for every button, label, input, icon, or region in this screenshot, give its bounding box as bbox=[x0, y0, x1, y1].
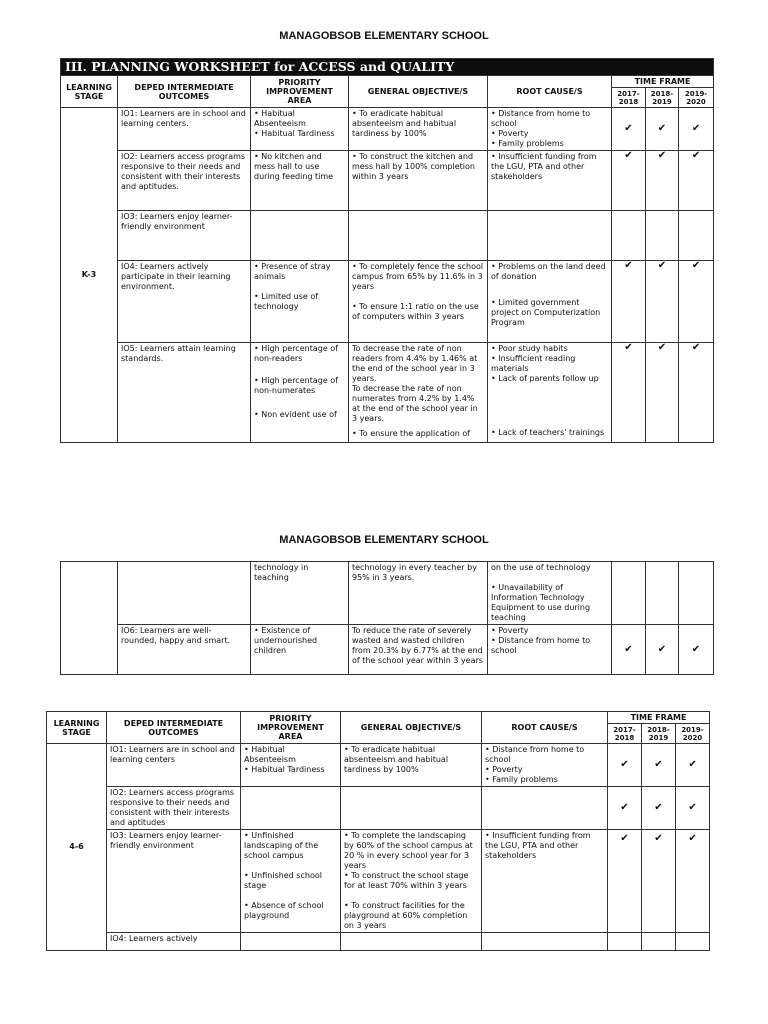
header-priority: PRIORITY IMPROVEMENT AREA bbox=[251, 76, 349, 108]
priority-io3: • Unfinished landscaping of the school campus • Unfinished school stage • Absence of school playground bbox=[241, 830, 341, 933]
check-mark: ✔ bbox=[646, 151, 679, 211]
check-mark: ✔ bbox=[676, 787, 710, 830]
objective-continued: technology in every teacher by 95% in 3 years. bbox=[349, 562, 488, 625]
cause-io1: • Distance from home to school • Poverty • Family problems bbox=[482, 744, 608, 787]
objective-io3: • To complete the landscaping by 60% of the school campus at 20 % in every school year for 3 years • To construct the school stage for at least 70% within 3 years • To construct facilities for the playground at 60% completion on 3 years bbox=[341, 830, 482, 933]
header-priority: PRIORITY IMPROVEMENT AREA bbox=[241, 712, 341, 744]
check-mark: ✔ bbox=[608, 744, 642, 787]
learning-stage: 4-6 bbox=[47, 744, 107, 951]
outcome-io6: IO6: Learners are well-rounded, happy and smart. bbox=[118, 625, 251, 675]
header-learning-stage: LEARNING STAGE bbox=[47, 712, 107, 744]
header-year-1: 2017-2018 bbox=[612, 88, 646, 108]
check-mark: ✔ bbox=[612, 343, 646, 443]
check-mark: ✔ bbox=[612, 261, 646, 343]
outcome-io1: IO1: Learners are in school and learning centers bbox=[107, 744, 241, 787]
priority-continued: technology in teaching bbox=[251, 562, 349, 625]
outcome-io4: IO4: Learners actively participate in their learning environment. bbox=[118, 261, 251, 343]
outcome-io1: IO1: Learners are in school and learning centers. bbox=[118, 108, 251, 151]
header-root-cause: ROOT CAUSE/S bbox=[482, 712, 608, 744]
priority-io2: • No kitchen and mess hall to use during feeding time bbox=[251, 151, 349, 211]
check-mark: ✔ bbox=[679, 261, 714, 343]
check-mark: ✔ bbox=[679, 151, 714, 211]
objective-io1: • To eradicate habitual absenteeism and habitual tardiness by 100% bbox=[341, 744, 482, 787]
outcome-io2: IO2: Learners access programs responsive to their needs and consistent with their interests and aptitudes bbox=[107, 787, 241, 830]
outcome-io2: IO2: Learners access programs responsive to their needs and consistent with their interests and aptitudes. bbox=[118, 151, 251, 211]
cause-io6: • Poverty • Distance from home to school bbox=[488, 625, 612, 675]
cause-io2: • Insufficient funding from the LGU, PTA and other stakeholders bbox=[488, 151, 612, 211]
check-mark: ✔ bbox=[612, 108, 646, 151]
header-objective: GENERAL OBJECTIVE/S bbox=[349, 76, 488, 108]
check-mark: ✔ bbox=[646, 343, 679, 443]
cause-io1: • Distance from home to school • Poverty • Family problems bbox=[488, 108, 612, 151]
priority-io4: • Presence of stray animals • Limited use of technology bbox=[251, 261, 349, 343]
check-mark: ✔ bbox=[679, 108, 714, 151]
check-mark: ✔ bbox=[676, 744, 710, 787]
objective-io5: To decrease the rate of non readers from 4.4% by 1.46% at the end of the school year in 3 years. To decrease the rate of non numerates from 4.2% by 1.4% at the end of the school year in 3 years. • To ensure the application of bbox=[349, 343, 488, 443]
cause-io4: • Problems on the land deed of donation • Limited government project on Computerization Program bbox=[488, 261, 612, 343]
header-outcomes: DEPED INTERMEDIATE OUTCOMES bbox=[107, 712, 241, 744]
cause-continued: on the use of technology • Unavailability of Information Technology Equipment to use during teaching bbox=[488, 562, 612, 625]
check-mark: ✔ bbox=[642, 787, 676, 830]
header-year-3: 2019-2020 bbox=[679, 88, 714, 108]
objective-io6: To reduce the rate of severely wasted and wasted children from 20.3% by 6.77% at the end of the school year within 3 years bbox=[349, 625, 488, 675]
check-mark: ✔ bbox=[679, 625, 714, 675]
header-time-frame: TIME FRAME bbox=[608, 712, 710, 724]
header-outcomes: DEPED INTERMEDIATE OUTCOMES bbox=[118, 76, 251, 108]
header-time-frame: TIME FRAME bbox=[612, 76, 714, 88]
check-mark: ✔ bbox=[612, 625, 646, 675]
priority-io6: • Existence of undernourished children bbox=[251, 625, 349, 675]
header-objective: GENERAL OBJECTIVE/S bbox=[341, 712, 482, 744]
objective-io4: • To completely fence the school campus from 65% by 11.6% in 3 years • To ensure 1:1 ratio on the use of computers within 3 years bbox=[349, 261, 488, 343]
planning-worksheet-table bbox=[60, 58, 714, 443]
outcome-io3: IO3: Learners enjoy learner-friendly environment bbox=[118, 211, 251, 261]
cause-io5: • Poor study habits • Insufficient reading materials • Lack of parents follow up • Lack of teachers' trainings bbox=[488, 343, 612, 443]
header-root-cause: ROOT CAUSE/S bbox=[488, 76, 612, 108]
outcome-io3: IO3: Learners enjoy learner-friendly environment bbox=[107, 830, 241, 933]
objective-io1: • To eradicate habitual absenteeism and habitual tardiness by 100% bbox=[349, 108, 488, 151]
stage-4-6-table bbox=[46, 711, 710, 951]
outcome-io5: IO5: Learners attain learning standards. bbox=[118, 343, 251, 443]
header-year-3: 2019-2020 bbox=[676, 724, 710, 744]
check-mark: ✔ bbox=[642, 830, 676, 933]
check-mark: ✔ bbox=[608, 787, 642, 830]
priority-io5: • High percentage of non-readers • High percentage of non-numerates • Non evident use of bbox=[251, 343, 349, 443]
header-year-2: 2018-2019 bbox=[642, 724, 676, 744]
priority-io1: • Habitual Absenteeism • Habitual Tardiness bbox=[241, 744, 341, 787]
learning-stage: K-3 bbox=[61, 108, 118, 443]
continued-worksheet-table bbox=[60, 561, 714, 675]
worksheet-title: III. PLANNING WORKSHEET for ACCESS and QUALITY bbox=[61, 59, 714, 76]
priority-io1: • Habitual Absenteeism • Habitual Tardiness bbox=[251, 108, 349, 151]
check-mark: ✔ bbox=[676, 830, 710, 933]
check-mark: ✔ bbox=[612, 151, 646, 211]
check-mark: ✔ bbox=[646, 261, 679, 343]
check-mark: ✔ bbox=[646, 108, 679, 151]
header-learning-stage: LEARNING STAGE bbox=[61, 76, 118, 108]
check-mark: ✔ bbox=[646, 625, 679, 675]
check-mark: ✔ bbox=[608, 830, 642, 933]
header-year-2: 2018-2019 bbox=[646, 88, 679, 108]
check-mark: ✔ bbox=[679, 343, 714, 443]
objective-io2: • To construct the kitchen and mess hall by 100% completion within 3 years bbox=[349, 151, 488, 211]
check-mark: ✔ bbox=[642, 744, 676, 787]
cause-io3: • Insufficient funding from the LGU, PTA and other stakeholders bbox=[482, 830, 608, 933]
header-year-1: 2017-2018 bbox=[608, 724, 642, 744]
school-name: MANAGOBSOB ELEMENTARY SCHOOL bbox=[279, 534, 489, 546]
outcome-io4: IO4: Learners actively bbox=[107, 933, 241, 951]
school-name: MANAGOBSOB ELEMENTARY SCHOOL bbox=[279, 30, 489, 42]
